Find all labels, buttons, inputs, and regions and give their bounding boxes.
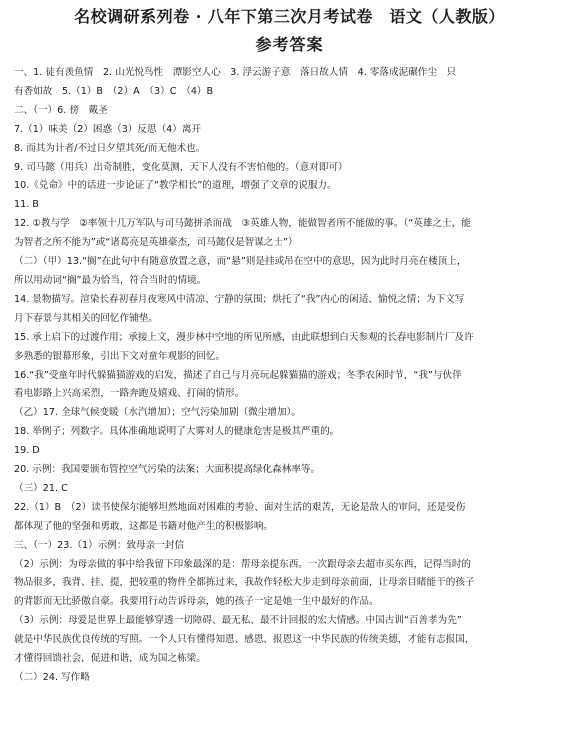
answer-line: 三、（一）23.（1）示例：致母亲一封信 (14, 539, 185, 551)
answer-line: 12. ①教与学 ②率领十几万军队与司马懿拼杀而战 ③英雄人物，能做智者所不能做的事。（“英雄之士，能 (14, 218, 471, 230)
answer-line: （二）24. 写作略 (14, 672, 90, 683)
answer-line: 20. 示例：我国要颁布管控空气污染的法案；大面积提高绿化森林率等。 (14, 464, 321, 476)
answer-line: 16.“我”受童年时代躲猫猫游戏的启发，描述了自己与月亮玩起躲猫猫的游戏；冬季农闲时节，“我”与伙伴 (14, 369, 462, 381)
answer-line: 有香如故 5.（1）B （2）A （3）C （4）B (14, 85, 214, 97)
answer-line: 所以用动词“搁”最为恰当，符合当时的情境。 (14, 274, 207, 286)
answer-line: 15. 承上启下的过渡作用；承接上文，漫步林中空地的所见所感，由此联想到白天参观的长春电影制片厂及许 (14, 331, 474, 343)
answer-line: 7.（1）味美（2）困惑（3）反思（4）离开 (14, 123, 202, 135)
answer-line: 多熟悉的银幕形象，引出下文对童年观影的回忆。 (14, 350, 226, 362)
answer-line: 14. 景物描写。渲染长春初春月夜寒风中清凉、宁静的氛围；烘托了“我”内心的闲适、愉悦之情；为下文写 (14, 293, 465, 305)
answer-line: 就是中华民族优良传统的写照。一个人只有懂得知恩、感恩、报恩这一中华民族的传统美德，才能有志报国， (14, 634, 475, 646)
answer-line: 8. 而其为计者/不过日夕望其死/而无他术也。 (14, 142, 206, 154)
answer-key-heading: 参考答案 (255, 35, 324, 54)
answer-line: 9. 司马懿（用兵）出奇制胜，变化莫测，天下人没有不害怕他的。（意对即可） (14, 161, 348, 173)
answer-line: 10.《兑命》中的话进一步论证了“教学相长”的道理，增强了文章的说服力。 (14, 180, 337, 192)
answer-line: 18. 举例子；列数字。具体准确地说明了大雾对人的健康危害是极其严重的。 (14, 426, 340, 438)
answer-line: （乙）17. 全球气候变暖（水汽增加）；空气污染加剧（微尘增加）。 (14, 407, 301, 419)
answer-line: 月下春景与其相关的回忆作铺垫。 (14, 312, 158, 324)
answer-line: 看电影路上兴高采烈，一路奔跑及嬉戏、打闹的情形。 (14, 388, 245, 400)
answer-line: 二、（一）6. 傍 戴圣 (14, 104, 108, 116)
answer-line: 一、1. 徒有羡鱼情 2. 山光悦鸟性 潭影空人心 3. 浮云游子意 落日故人情 4. 零落成泥碾作尘 只 (14, 67, 457, 78)
answer-line: 都体现了他的坚强和勇敢，这都是书籍对他产生的积极影响。 (14, 520, 274, 532)
answer-body (14, 64, 565, 688)
answer-line: 22.（1）B （2）读书使保尔能够坦然地面对困难的考验、面对生活的艰苦，无论是敌人的审问，还是受伤 (14, 501, 466, 513)
answer-line: （三）21. C (14, 482, 68, 494)
answer-line: （2）示例：为母亲做的事中给我留下印象最深的是：帮母亲提东西。一次跟母亲去超市买东西，记得当时的 (14, 558, 472, 570)
answer-line: 才懂得回馈社会，促进和谐，成为国之栋梁。 (14, 653, 206, 665)
answer-line: （3）示例：母爱是世界上最能够穿透一切障碍、最无私、最不计回报的宏大情感。中国古训“百善孝为先” (14, 615, 462, 627)
answer-line: 11. B (14, 199, 39, 211)
answer-line: （二）（甲）13.“搁”在此句中有随意放置之意，而“悬”则是挂或吊在空中的意思，因为此时月亮在楼顶上， (14, 256, 467, 268)
answer-line: 物品很多，我背、挂、提，把较重的物件全都拣过来，我故作轻松大步走到母亲前面，让母亲目睹能干的孩子 (14, 577, 475, 589)
answer-line: 为智者之所不能为”或“诸葛亮是英雄豪杰，司马懿仅是智谋之士”） (14, 237, 298, 249)
answer-line: 19. D (14, 445, 40, 457)
exam-title: 名校调研系列卷 · 八年下第三次月考试卷 语文（人教版） (74, 7, 505, 26)
answer-line: 的背影而无比骄傲自豪。我要用行动告诉母亲，她的孩子一定是她一生中最好的作品。 (14, 596, 379, 608)
